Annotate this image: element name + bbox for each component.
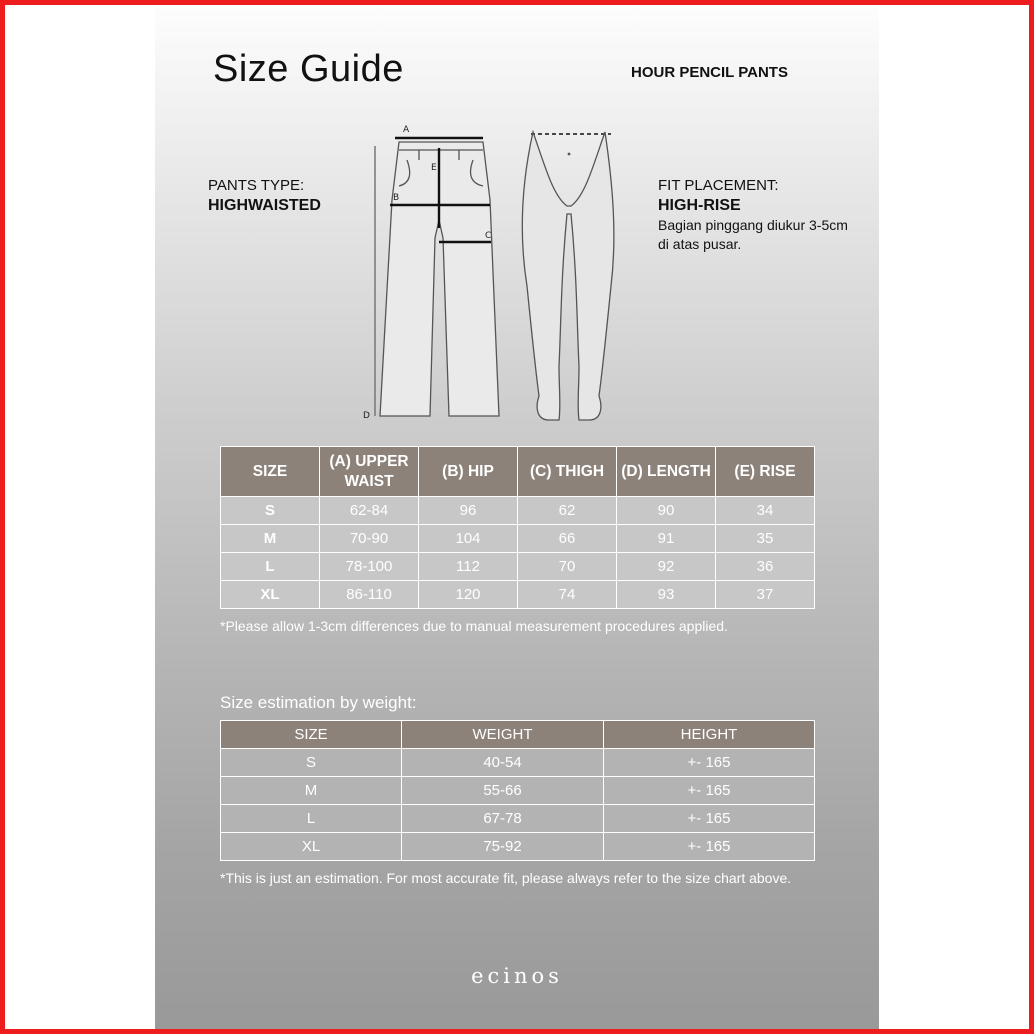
cell-rise: 37 xyxy=(716,581,815,609)
diagram-label-e: E xyxy=(431,163,437,173)
estimation-footnote: *This is just an estimation. For most accurate fit, please always refer to the size chart above. xyxy=(220,870,792,886)
cell-hip: 112 xyxy=(419,553,518,581)
cell-upper-waist: 78-100 xyxy=(320,553,419,581)
cell-size: S xyxy=(221,749,402,777)
table-row xyxy=(221,833,815,861)
cell-size: XL xyxy=(221,581,320,609)
fit-placement-value: HIGH-RISE xyxy=(658,197,741,214)
cell-rise: 35 xyxy=(716,525,815,553)
brand-logo: ecinos xyxy=(471,964,563,988)
fit-placement-label: FIT PLACEMENT: xyxy=(658,177,779,194)
cell-thigh: 70 xyxy=(518,553,617,581)
cell-weight: 55-66 xyxy=(402,777,604,805)
header-size: SIZE xyxy=(221,721,402,749)
pants-type-block xyxy=(208,176,321,216)
product-name: HOUR PENCIL PANTS xyxy=(631,64,788,81)
cell-hip: 96 xyxy=(419,497,518,525)
cell-weight: 67-78 xyxy=(402,805,604,833)
table-row xyxy=(221,749,815,777)
cell-height: +- 165 xyxy=(604,749,815,777)
diagram-label-d: D xyxy=(363,411,370,421)
table-row xyxy=(221,777,815,805)
cell-size: M xyxy=(221,777,402,805)
header-size: SIZE xyxy=(221,447,320,497)
cell-size: L xyxy=(221,805,402,833)
cell-size: XL xyxy=(221,833,402,861)
weight-estimation-heading: Size estimation by weight: xyxy=(220,693,417,712)
body-figure-illustration xyxy=(515,126,615,426)
table-row xyxy=(221,497,815,525)
pants-type-value: HIGHWAISTED xyxy=(208,197,321,214)
cell-upper-waist: 70-90 xyxy=(320,525,419,553)
diagram-label-b: B xyxy=(393,193,400,203)
cell-rise: 34 xyxy=(716,497,815,525)
table-header-row xyxy=(221,721,815,749)
header-hip: (B) HIP xyxy=(419,447,518,497)
size-measurement-table xyxy=(220,446,815,609)
cell-weight: 40-54 xyxy=(402,749,604,777)
cell-thigh: 66 xyxy=(518,525,617,553)
table-row xyxy=(221,525,815,553)
header-thigh: (C) THIGH xyxy=(518,447,617,497)
fit-placement-note: Bagian pinggang diukur 3-5cm di atas pusar. xyxy=(658,217,848,252)
size-guide-card xyxy=(155,8,879,1029)
cell-upper-waist: 86-110 xyxy=(320,581,419,609)
diagram-label-a: A xyxy=(403,125,410,135)
cell-rise: 36 xyxy=(716,553,815,581)
fit-placement-block xyxy=(658,176,858,254)
cell-length: 92 xyxy=(617,553,716,581)
measurement-footnote: *Please allow 1-3cm differences due to manual measurement procedures applied. xyxy=(220,618,728,634)
cell-hip: 104 xyxy=(419,525,518,553)
pants-measurement-diagram xyxy=(357,120,507,430)
cell-upper-waist: 62-84 xyxy=(320,497,419,525)
cell-hip: 120 xyxy=(419,581,518,609)
cell-size: M xyxy=(221,525,320,553)
header-upper-waist: (A) UPPER WAIST xyxy=(320,447,419,497)
cell-height: +- 165 xyxy=(604,805,815,833)
table-header-row xyxy=(221,447,815,497)
header-height: HEIGHT xyxy=(604,721,815,749)
cell-length: 91 xyxy=(617,525,716,553)
page-title: Size Guide xyxy=(213,48,404,90)
diagram-label-c: C xyxy=(485,231,492,241)
cell-thigh: 74 xyxy=(518,581,617,609)
cell-weight: 75-92 xyxy=(402,833,604,861)
cell-thigh: 62 xyxy=(518,497,617,525)
table-row xyxy=(221,553,815,581)
header-length: (D) LENGTH xyxy=(617,447,716,497)
cell-size: S xyxy=(221,497,320,525)
cell-length: 93 xyxy=(617,581,716,609)
pants-type-label: PANTS TYPE: xyxy=(208,177,305,194)
header-weight: WEIGHT xyxy=(402,721,604,749)
weight-estimation-table xyxy=(220,720,815,861)
header-rise: (E) RISE xyxy=(716,447,815,497)
cell-height: +- 165 xyxy=(604,777,815,805)
cell-size: L xyxy=(221,553,320,581)
cell-height: +- 165 xyxy=(604,833,815,861)
table-row xyxy=(221,581,815,609)
table-row xyxy=(221,805,815,833)
cell-length: 90 xyxy=(617,497,716,525)
